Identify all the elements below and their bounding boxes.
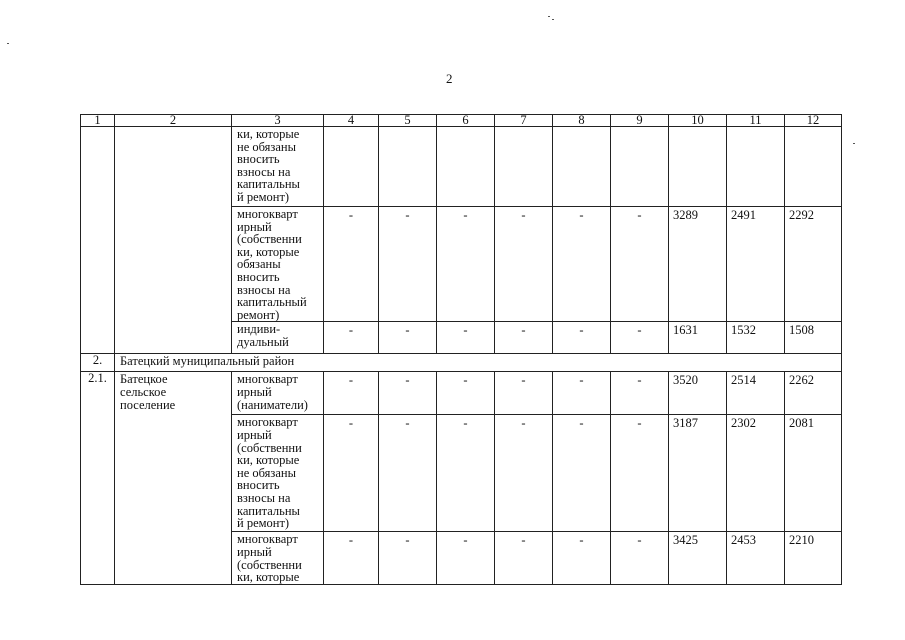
value-cell-dash: - xyxy=(324,415,379,532)
column-header: 12 xyxy=(785,115,842,127)
subsection-number: 2.1. xyxy=(81,372,115,585)
value-cell-dash: - xyxy=(495,207,553,322)
value-cell-dash: - xyxy=(324,532,379,585)
dwelling-type-label: многокварт ирный (наниматели) xyxy=(237,372,308,412)
dwelling-type-label: индиви- дуальный xyxy=(237,322,289,349)
dwelling-type-cell xyxy=(232,322,324,354)
value-cell: 1631 xyxy=(669,322,727,354)
value-cell-dash: - xyxy=(495,322,553,354)
settlement-name: Батецкое сельское поселение xyxy=(120,372,176,412)
dwelling-type-cell xyxy=(232,372,324,415)
value-cell: 2514 xyxy=(727,372,785,415)
value-cell-dash: - xyxy=(324,372,379,415)
value-cell-dash xyxy=(611,127,669,207)
value-cell-dash: - xyxy=(324,322,379,354)
tariff-table xyxy=(80,114,842,585)
value-cell: 2262 xyxy=(785,372,842,415)
value-cell-dash: - xyxy=(495,415,553,532)
dwelling-type-label: ки, которые не обязаны вносить взносы на капитальны й ремонт) xyxy=(237,127,300,204)
value-cell xyxy=(669,127,727,207)
value-cell: 3289 xyxy=(669,207,727,322)
value-cell-dash: - xyxy=(553,322,611,354)
value-cell-dash xyxy=(379,127,437,207)
value-cell-dash xyxy=(324,127,379,207)
value-cell-dash: - xyxy=(495,372,553,415)
column-header: 3 xyxy=(232,115,324,127)
value-cell-dash: - xyxy=(379,207,437,322)
value-cell: 2453 xyxy=(727,532,785,585)
column-header: 1 xyxy=(81,115,115,127)
value-cell-dash: - xyxy=(553,415,611,532)
dwelling-type-label: многокварт ирный (собственни ки, которые xyxy=(237,532,302,585)
value-cell-dash: - xyxy=(379,372,437,415)
column-header: 8 xyxy=(553,115,611,127)
column-header: 6 xyxy=(437,115,495,127)
value-cell: 3425 xyxy=(669,532,727,585)
value-cell-dash: - xyxy=(437,532,495,585)
value-cell: 1532 xyxy=(727,322,785,354)
column-header: 10 xyxy=(669,115,727,127)
value-cell: 2210 xyxy=(785,532,842,585)
value-cell: 3520 xyxy=(669,372,727,415)
value-cell-dash: - xyxy=(611,415,669,532)
value-cell-dash: - xyxy=(437,415,495,532)
page-number: 2 xyxy=(446,71,453,86)
value-cell: 2081 xyxy=(785,415,842,532)
table-row xyxy=(81,127,842,207)
scan-speck xyxy=(853,143,855,144)
value-cell-dash: - xyxy=(553,372,611,415)
value-cell-dash: - xyxy=(611,207,669,322)
value-cell-dash: - xyxy=(437,372,495,415)
value-cell-dash: - xyxy=(553,532,611,585)
value-cell: 1508 xyxy=(785,322,842,354)
settlement-cell xyxy=(115,127,232,354)
dwelling-type-cell xyxy=(232,415,324,532)
scan-speck xyxy=(548,16,550,17)
value-cell-dash: - xyxy=(553,207,611,322)
dwelling-type-label: многокварт ирный (собственни ки, которые не обязаны вносить взносы на капитальны й ремонт) xyxy=(237,415,302,531)
value-cell xyxy=(785,127,842,207)
value-cell-dash: - xyxy=(437,207,495,322)
value-cell-dash xyxy=(553,127,611,207)
value-cell-dash: - xyxy=(379,415,437,532)
value-cell-dash: - xyxy=(611,372,669,415)
column-number-row xyxy=(81,115,842,127)
value-cell-dash xyxy=(495,127,553,207)
column-header: 7 xyxy=(495,115,553,127)
value-cell: 2491 xyxy=(727,207,785,322)
table-row xyxy=(81,372,842,415)
section-title: Батецкий муниципальный район xyxy=(115,354,842,372)
column-header: 5 xyxy=(379,115,437,127)
value-cell-dash: - xyxy=(611,532,669,585)
value-cell: 3187 xyxy=(669,415,727,532)
section-number: 2. xyxy=(81,354,115,372)
value-cell-dash: - xyxy=(437,322,495,354)
column-header: 4 xyxy=(324,115,379,127)
scan-speck xyxy=(7,43,9,44)
dwelling-type-label: многокварт ирный (собственни ки, которые обязаны вносить взносы на капитальный ремонт) xyxy=(237,207,307,322)
column-header: 2 xyxy=(115,115,232,127)
settlement-cell xyxy=(115,372,232,585)
value-cell-dash: - xyxy=(611,322,669,354)
section-row xyxy=(81,354,842,372)
column-header: 9 xyxy=(611,115,669,127)
value-cell-dash: - xyxy=(379,322,437,354)
dwelling-type-cell xyxy=(232,532,324,585)
scan-speck xyxy=(552,19,554,20)
value-cell-dash: - xyxy=(495,532,553,585)
value-cell-dash: - xyxy=(324,207,379,322)
value-cell-dash xyxy=(437,127,495,207)
value-cell-dash: - xyxy=(379,532,437,585)
value-cell: 2292 xyxy=(785,207,842,322)
value-cell: 2302 xyxy=(727,415,785,532)
dwelling-type-cell xyxy=(232,207,324,322)
value-cell xyxy=(727,127,785,207)
column-header: 11 xyxy=(727,115,785,127)
row-number-cell xyxy=(81,127,115,354)
dwelling-type-cell xyxy=(232,127,324,207)
